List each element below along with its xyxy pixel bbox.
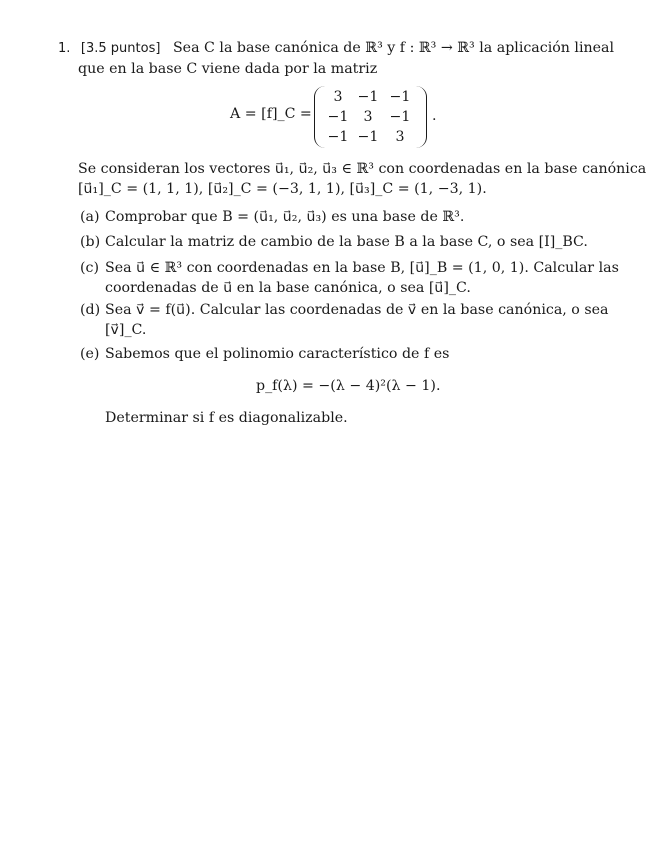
matrix-period: . — [432, 108, 437, 124]
matrix-lhs: A = [f]_C = — [230, 106, 312, 122]
part-a-text: Comprobar que B = (u⃗₁, u⃗₂, u⃗₃) es una base de ℝ³. — [105, 209, 465, 225]
part-c-text-2: coordenadas de u⃗ en la base canónica, o sea [u⃗]_C. — [105, 280, 471, 296]
part-d-text-1: Sea v⃗ = f(u⃗). Calcular las coordenadas de v⃗ en la base canónica, o sea — [105, 302, 609, 318]
matrix-cell: −1 — [327, 109, 349, 125]
vectors-line-1: Se consideran los vectores u⃗₁, u⃗₂, u⃗₃ ∈ ℝ³ con coordenadas en la base canónica — [78, 161, 647, 177]
matrix-cell: −1 — [357, 89, 379, 105]
matrix-cell: 3 — [363, 109, 373, 125]
intro-line-2: que en la base C viene dada por la matriz — [78, 61, 378, 77]
problem-points: [3.5 puntos] — [80, 41, 161, 56]
part-c-label: (c) — [80, 260, 100, 276]
part-d-label: (d) — [80, 302, 101, 318]
part-d-text-2: [v⃗]_C. — [105, 322, 147, 338]
part-b-text: Calcular la matriz de cambio de la base B a la base C, o sea [I]_BC. — [105, 234, 588, 250]
part-e-text: Sabemos que el polinomio característico de f es — [105, 346, 450, 362]
part-e-label: (e) — [80, 346, 100, 362]
matrix-cell: 3 — [333, 89, 343, 105]
matrix-cell: −1 — [389, 109, 411, 125]
right-paren — [416, 86, 427, 148]
conclusion-text: Determinar si f es diagonalizable. — [105, 410, 348, 426]
problem-header — [58, 39, 614, 58]
characteristic-polynomial: p_f(λ) = −(λ − 4)²(λ − 1). — [256, 378, 441, 394]
part-a-label: (a) — [80, 209, 100, 225]
part-b-label: (b) — [80, 234, 101, 250]
part-c-text-1: Sea u⃗ ∈ ℝ³ con coordenadas en la base B, [u⃗]_B = (1, 0, 1). Calcular las — [105, 260, 619, 276]
problem-number: 1. — [58, 41, 71, 56]
matrix-cell: −1 — [357, 129, 379, 145]
vectors-line-2: [u⃗₁]_C = (1, 1, 1), [u⃗₂]_C = (−3, 1, 1), [u⃗₃]_C = (1, −3, 1). — [78, 181, 487, 197]
matrix-cell: −1 — [389, 89, 411, 105]
matrix-cell: −1 — [327, 129, 349, 145]
matrix-cell: 3 — [395, 129, 405, 145]
intro-line-1: Sea C la base canónica de ℝ³ y f : ℝ³ → ℝ³ la aplicación lineal — [172, 40, 615, 56]
